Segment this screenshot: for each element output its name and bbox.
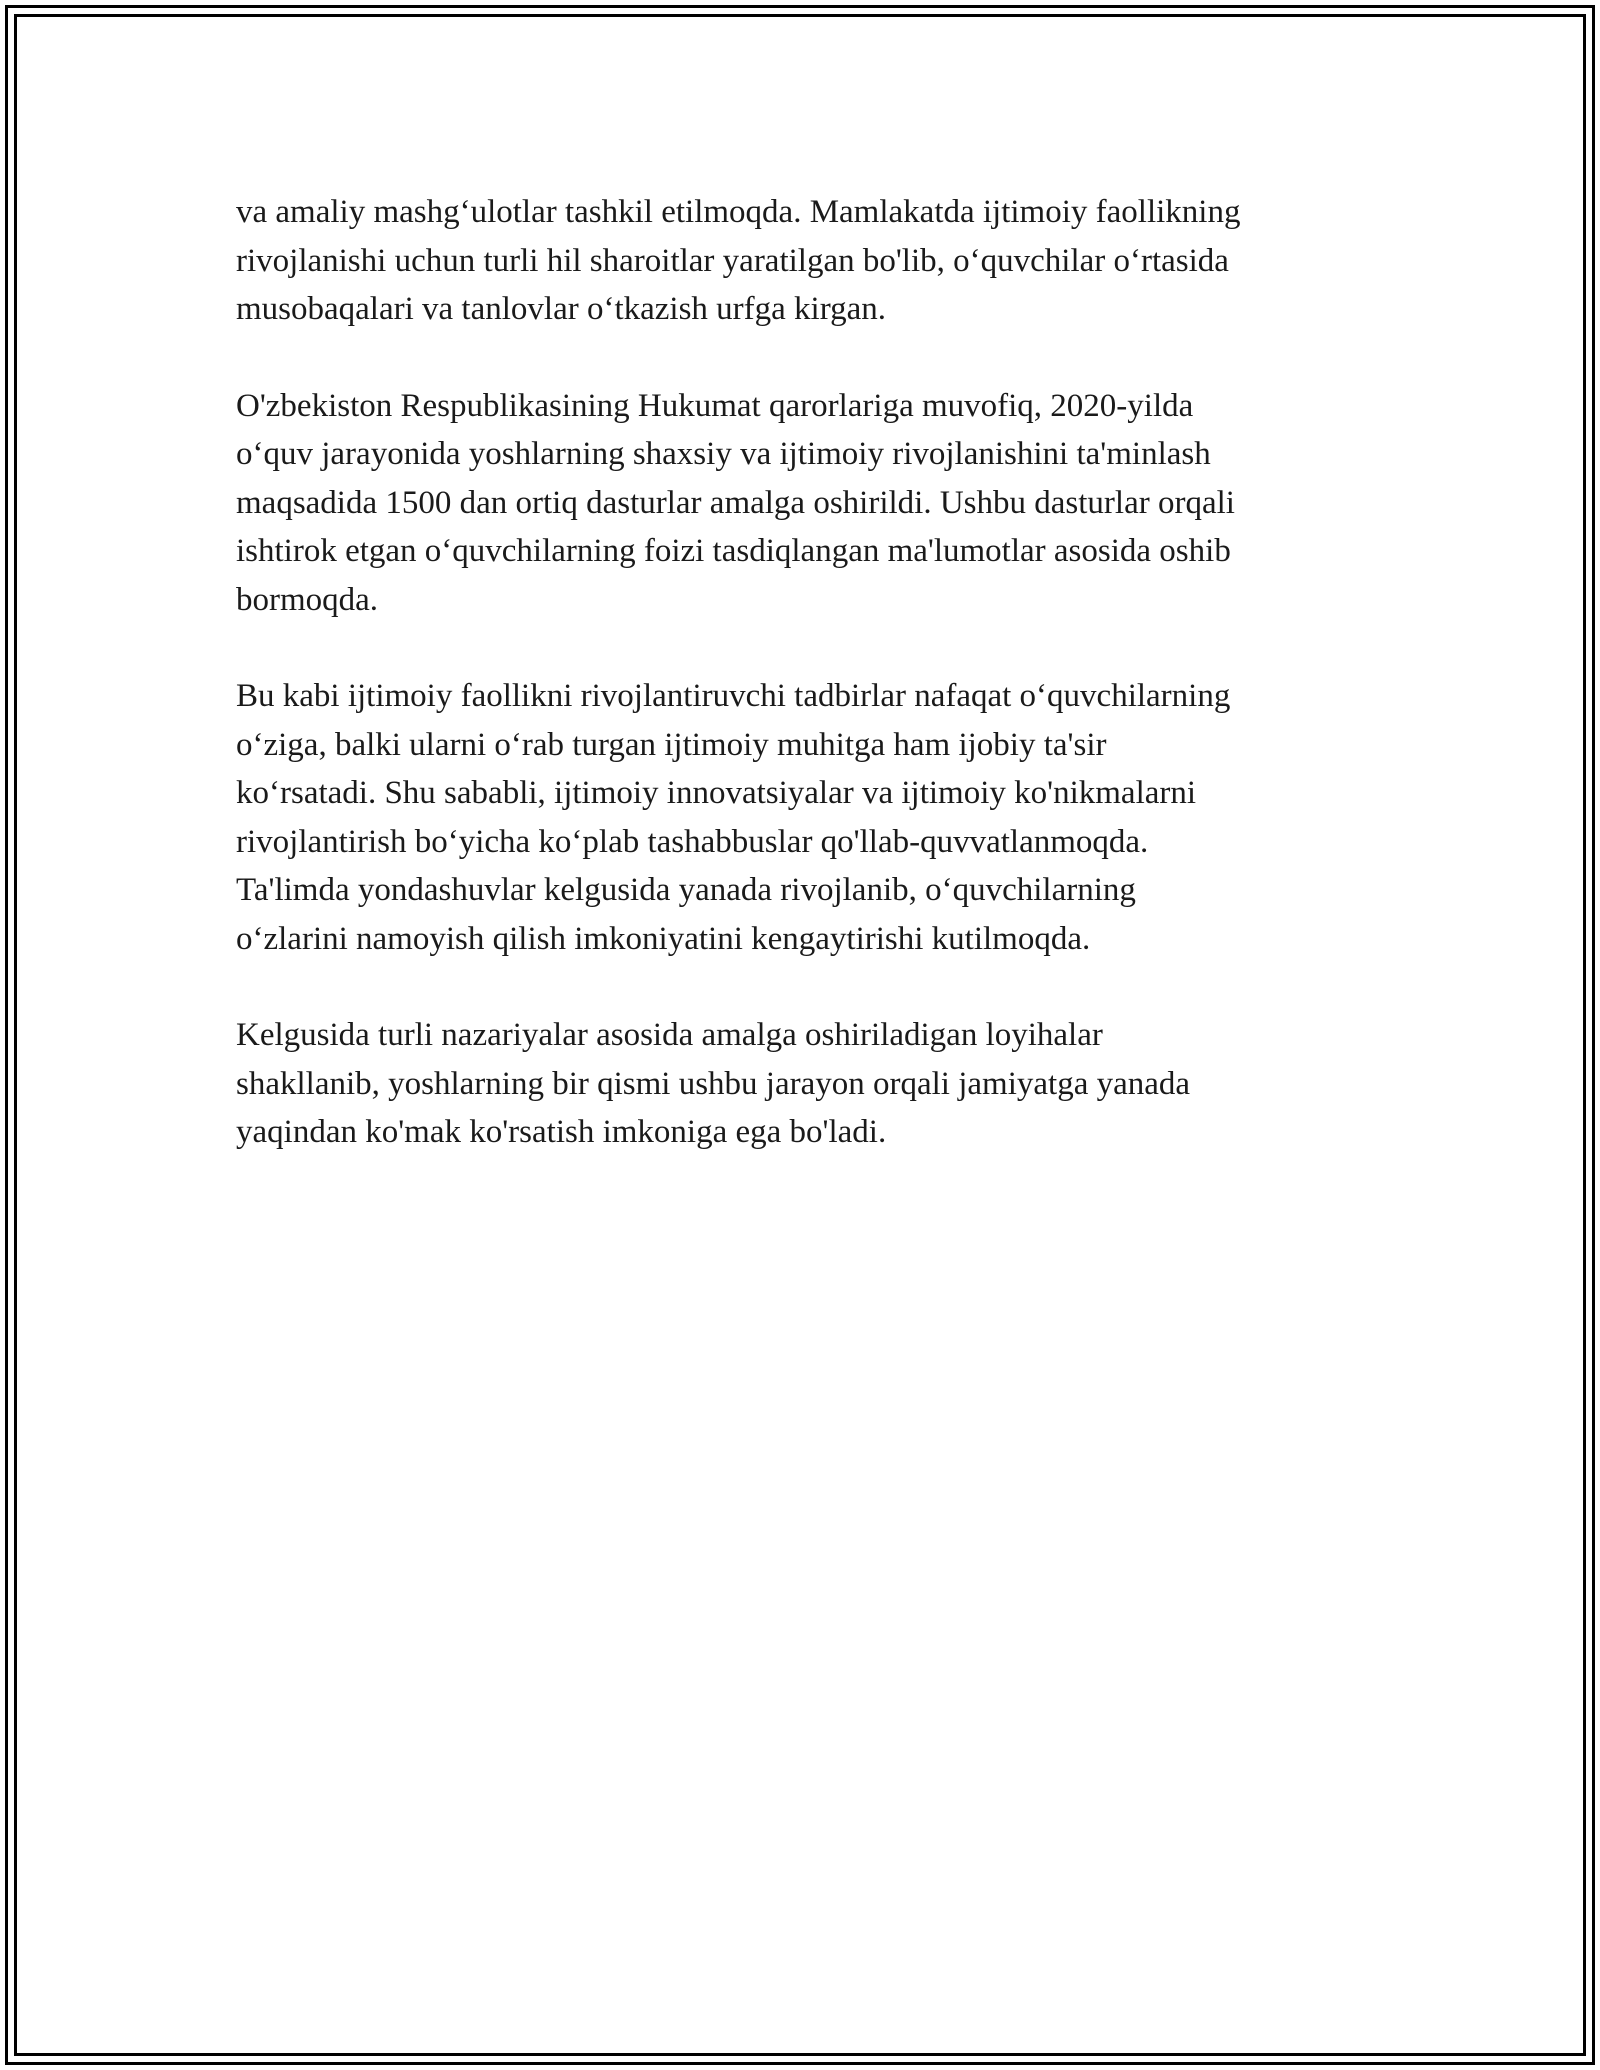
paragraph-2: O'zbekiston Respublikasining Hukumat qarorlariga muvofiq, 2020-yilda o‘quv jarayonida yoshlarning shaxsiy va ijtimoiy rivojlanishini ta'minlash maqsadida 1500 dan ortiq dasturlar amalga oshirildi. Ushbu dasturlar orqali ishtirok etgan o‘quvchilarning foizi tasdiqlangan ma'lumotlar asosida oshib bormoqda. — [236, 387, 1235, 618]
paragraph-3: Bu kabi ijtimoiy faollikni rivojlantiruvchi tadbirlar nafaqat o‘quvchilarning o‘ziga, balki ularni o‘rab turgan ijtimoiy muhitga ham ijobiy ta'sir ko‘rsatadi. Shu sababli, ijtimoiy innovatsiyalar va ijtimoiy ko'nikmalarni rivojlantirish bo‘yicha ko‘plab tashabbuslar qo'llab-quvvatlanmoqda. Ta'limda yondashuvlar kelgusida yanada rivojlanib, o‘quvchilarning o‘zlarini namoyish qilish imkoniyatini kengaytirishi kutilmoqda. — [236, 678, 1231, 957]
paragraph-4: Kelgusida turli nazariyalar asosida amalga oshiriladigan loyihalar shakllanib, yoshlarning bir qismi ushbu jarayon orqali jamiyatga yanada yaqindan ko'mak ko'rsatish imkoniga ega bo'ladi. — [236, 1017, 1191, 1150]
paragraph-1: va amaliy mashg‘ulotlar tashkil etilmoqda. Mamlakatda ijtimoiy faollikning rivojlanishi uchun turli hil sharoitlar yaratilgan bo'lib, o‘quvchilar o‘rtasida musobaqalari va tanlovlar o‘tkazish urfga kirgan. — [236, 194, 1241, 327]
document-body — [236, 188, 1366, 1205]
